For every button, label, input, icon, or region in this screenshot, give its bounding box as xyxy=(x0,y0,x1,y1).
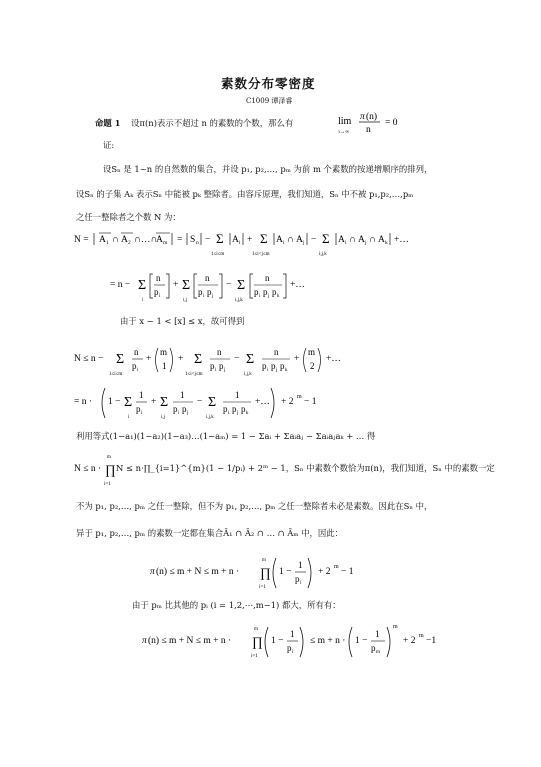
svg-text:1 −: 1 − xyxy=(271,636,284,646)
svg-text:p: p xyxy=(198,287,203,297)
svg-text:+: + xyxy=(178,354,184,364)
svg-text:Σ: Σ xyxy=(160,395,169,410)
svg-text:=: = xyxy=(177,235,183,245)
svg-text:lim: lim xyxy=(338,116,352,127)
svg-text:∩: ∩ xyxy=(112,235,119,245)
svg-text:p: p xyxy=(271,361,276,371)
svg-text:S: S xyxy=(190,235,196,245)
svg-text:+ 2: + 2 xyxy=(403,636,416,646)
svg-text:p: p xyxy=(132,361,137,371)
svg-text:− 1: − 1 xyxy=(341,567,354,577)
svg-text:p: p xyxy=(173,404,178,414)
svg-text:≤ m + n ·: ≤ m + n · xyxy=(310,636,346,646)
svg-text:p: p xyxy=(241,404,246,414)
svg-text:i: i xyxy=(228,411,230,416)
svg-text:p: p xyxy=(280,361,285,371)
svg-text:p: p xyxy=(262,361,267,371)
svg-text:i: i xyxy=(283,240,285,246)
svg-text:+…: +… xyxy=(326,354,341,364)
svg-text:1≤i≤m: 1≤i≤m xyxy=(109,372,123,377)
svg-text:A: A xyxy=(338,235,345,245)
svg-text:i: i xyxy=(345,240,347,246)
svg-text:m: m xyxy=(254,627,258,632)
svg-text:1: 1 xyxy=(139,390,144,400)
svg-text:1: 1 xyxy=(106,240,109,246)
paragraph-5: 利用等式(1−a₁)(1−a₂)(1−a₃)…(1−aₘ) = 1 − Σaᵢ + Σaᵢaⱼ − Σaᵢaⱼaₖ + … 得 xyxy=(76,431,376,441)
svg-text:i: i xyxy=(203,294,205,299)
svg-text:1: 1 xyxy=(290,629,295,639)
svg-text:∏: ∏ xyxy=(105,462,116,477)
svg-text:n: n xyxy=(265,273,270,283)
svg-text:π: π xyxy=(360,112,365,122)
svg-text:1: 1 xyxy=(298,560,303,570)
svg-text:∩: ∩ xyxy=(287,235,294,245)
svg-text:π: π xyxy=(142,636,147,646)
svg-text:m: m xyxy=(376,650,380,655)
svg-text:−: − xyxy=(226,280,232,290)
svg-text:A: A xyxy=(296,235,303,245)
svg-text:m: m xyxy=(160,347,168,357)
svg-text:1: 1 xyxy=(235,390,240,400)
svg-text:A: A xyxy=(358,235,365,245)
svg-text:1≤i<j≤m: 1≤i<j≤m xyxy=(252,252,270,257)
svg-text:i: i xyxy=(137,368,139,373)
equation-final-bound xyxy=(142,618,442,668)
svg-text:i,j: i,j xyxy=(161,415,166,420)
svg-text:m: m xyxy=(163,240,168,246)
svg-text:1: 1 xyxy=(180,390,185,400)
svg-text:1≤i<j≤m: 1≤i<j≤m xyxy=(185,372,203,377)
svg-text:−1: −1 xyxy=(426,636,437,646)
svg-text:+…: +… xyxy=(394,235,409,245)
svg-text:i=1: i=1 xyxy=(251,654,258,659)
svg-text:Σ: Σ xyxy=(322,231,330,246)
svg-text:∩…∩: ∩…∩ xyxy=(134,235,158,245)
svg-text:A: A xyxy=(378,235,385,245)
svg-text:= n ·: = n · xyxy=(74,397,93,407)
svg-text:i: i xyxy=(300,581,302,586)
svg-text:N =: N = xyxy=(74,235,89,245)
svg-text:i: i xyxy=(141,411,143,416)
svg-text:p: p xyxy=(207,287,212,297)
svg-text:k: k xyxy=(277,294,280,299)
svg-text:i: i xyxy=(142,298,144,303)
svg-text:∩: ∩ xyxy=(349,235,356,245)
svg-text:Σ: Σ xyxy=(260,231,268,246)
svg-text:i,j,k: i,j,k xyxy=(244,372,252,377)
svg-text:p: p xyxy=(263,287,268,297)
svg-text:+ 2: + 2 xyxy=(318,567,331,577)
svg-text:i=1: i=1 xyxy=(104,482,111,487)
svg-text:(n) ≤ m + N ≤ m + n ·: (n) ≤ m + N ≤ m + n · xyxy=(156,567,240,577)
svg-text:p: p xyxy=(219,361,224,371)
svg-text:p: p xyxy=(287,643,292,653)
equation-upper-bound xyxy=(74,340,394,384)
svg-text:+: + xyxy=(146,354,152,364)
svg-text:i: i xyxy=(239,240,241,246)
svg-text:j: j xyxy=(187,411,189,416)
svg-text:n: n xyxy=(134,347,139,357)
svg-text:i: i xyxy=(259,294,261,299)
svg-text:m: m xyxy=(107,455,111,460)
proposition-formula xyxy=(338,108,428,138)
svg-text:1≤i≤m: 1≤i≤m xyxy=(211,252,225,257)
svg-text:n: n xyxy=(205,273,210,283)
svg-text:j: j xyxy=(212,294,214,299)
proposition xyxy=(95,118,293,128)
svg-text:n: n xyxy=(217,347,222,357)
svg-text:j: j xyxy=(365,240,367,246)
svg-text:k: k xyxy=(246,411,249,416)
svg-text:i,j: i,j xyxy=(183,298,188,303)
proposition-text: 设π(n)表示不超过 n 的素数的个数，那么有 xyxy=(131,118,294,128)
svg-text:1 −: 1 − xyxy=(108,397,121,407)
svg-text:m: m xyxy=(297,394,302,400)
svg-text:2: 2 xyxy=(310,361,315,371)
svg-text:p: p xyxy=(210,361,215,371)
equation-pi-bound xyxy=(150,552,390,596)
svg-text:p: p xyxy=(136,404,141,414)
svg-text:2: 2 xyxy=(128,240,131,246)
svg-text:j: j xyxy=(268,294,270,299)
equation-factored xyxy=(74,382,394,428)
svg-text:−: − xyxy=(311,235,317,245)
paragraph-1: 设Sₙ 是 1~n 的自然数的集合，并设 p₁, p₂,…, pₘ 为前 m 个素数的按递增顺序的排列， xyxy=(103,164,433,174)
equation-floor-sum xyxy=(110,266,350,310)
svg-text:n: n xyxy=(196,240,199,246)
svg-text:i: i xyxy=(215,368,217,373)
svg-text:A: A xyxy=(232,235,239,245)
svg-text:1 −: 1 − xyxy=(355,636,368,646)
svg-text:A: A xyxy=(121,235,128,245)
svg-text:i,j,k: i,j,k xyxy=(206,415,214,420)
svg-text:+: + xyxy=(151,397,157,407)
svg-text:j: j xyxy=(224,368,226,373)
svg-text:Σ: Σ xyxy=(246,352,255,367)
paragraph-3: 之任一整除者之个数 N 为： xyxy=(76,212,181,222)
svg-text:p: p xyxy=(223,404,228,414)
svg-text:= 0: = 0 xyxy=(385,118,398,128)
paragraph-2: 设Sₙ 的子集 Aₖ 表示Sₙ 中能被 pₖ 整除者。由容斥原理，我们知道，Sₙ 中不被 p₁,p₂,…,pₘ xyxy=(76,189,414,199)
svg-text:i: i xyxy=(128,415,130,420)
svg-text:Σ: Σ xyxy=(124,395,133,410)
paragraph-9: 由于 pₘ 比其他的 pᵢ (i = 1,2,⋯,m−1) 都大，所有有： xyxy=(132,600,341,610)
proposition-label: 命题 1 xyxy=(95,118,121,128)
svg-text:= n −: = n − xyxy=(110,280,131,290)
svg-text:m: m xyxy=(419,633,424,639)
svg-text:A: A xyxy=(276,235,283,245)
svg-text:N ≤ n −: N ≤ n − xyxy=(74,354,104,364)
svg-text:+ 2: + 2 xyxy=(281,397,294,407)
svg-text:+…: +… xyxy=(255,397,270,407)
svg-text:i,j,k: i,j,k xyxy=(319,252,327,257)
svg-text:j: j xyxy=(237,411,239,416)
svg-text:1 −: 1 − xyxy=(279,567,292,577)
svg-text:+: + xyxy=(294,354,300,364)
paragraph-6: N ≤ n·∏_{i=1}^{m}(1 − 1/pᵢ) + 2ᵐ − 1，Sₙ 中素数个数恰为π(n)，我们知道，Sₙ 中的素数一定 xyxy=(116,463,495,473)
svg-text:p: p xyxy=(272,287,277,297)
svg-text:i=1: i=1 xyxy=(259,585,266,590)
svg-text:m: m xyxy=(308,347,316,357)
document-author: C1009 谭泽睿 xyxy=(246,97,293,105)
paragraph-8: 异于 p₁, p₂,…, pₘ 的素数一定都在集合Ā₁ ∩ Ā₂ ∩ … ∩ Āₘ 中，因此： xyxy=(76,528,344,538)
proof-label: 证: xyxy=(103,140,115,150)
svg-text:j: j xyxy=(303,240,305,246)
svg-text:k: k xyxy=(385,240,388,246)
svg-text:n: n xyxy=(156,273,161,283)
svg-text:N ≤ n ·: N ≤ n · xyxy=(74,464,102,474)
svg-text:A: A xyxy=(156,235,163,245)
svg-text:m: m xyxy=(262,558,266,563)
svg-text:Σ: Σ xyxy=(216,231,224,246)
svg-text:p: p xyxy=(295,574,300,584)
paragraph-7: 不为 p₁, p₂,…, pₘ 之任一整除，但不为 p₁, p₂,…, pₘ 之任一整除者未必是素数。因此在Sₙ 中， xyxy=(76,501,433,511)
svg-text:m: m xyxy=(393,624,398,630)
svg-text:1: 1 xyxy=(375,629,380,639)
svg-text:−: − xyxy=(205,235,211,245)
svg-text:A: A xyxy=(99,235,106,245)
svg-text:p: p xyxy=(154,287,159,297)
svg-text:n: n xyxy=(274,347,279,357)
svg-text:∏: ∏ xyxy=(252,634,263,649)
svg-text:+: + xyxy=(247,235,253,245)
svg-text:n: n xyxy=(366,125,371,135)
svg-text:+: + xyxy=(173,280,179,290)
svg-text:p: p xyxy=(371,643,376,653)
svg-text:i: i xyxy=(159,294,161,299)
svg-text:− 1: − 1 xyxy=(304,397,317,407)
svg-text:j: j xyxy=(276,368,278,373)
equation-inclusion-exclusion xyxy=(74,228,474,262)
svg-text:+…: +… xyxy=(290,280,305,290)
svg-text:Σ: Σ xyxy=(237,278,246,293)
svg-text:Σ: Σ xyxy=(194,352,203,367)
svg-text:Σ: Σ xyxy=(182,278,191,293)
svg-text:(n): (n) xyxy=(366,112,378,122)
svg-text:k: k xyxy=(285,368,288,373)
svg-text:(n) ≤ m + N ≤ m + n ·: (n) ≤ m + N ≤ m + n · xyxy=(148,636,232,646)
svg-text:−: − xyxy=(234,354,240,364)
svg-text:i: i xyxy=(267,368,269,373)
svg-text:π: π xyxy=(150,567,155,577)
svg-text:i: i xyxy=(178,411,180,416)
svg-text:Σ: Σ xyxy=(138,278,147,293)
svg-text:1: 1 xyxy=(162,361,167,371)
svg-text:i: i xyxy=(292,650,294,655)
svg-text:∩: ∩ xyxy=(369,235,376,245)
svg-text:Σ: Σ xyxy=(116,352,125,367)
svg-text:p: p xyxy=(232,404,237,414)
svg-text:m: m xyxy=(334,564,339,570)
svg-text:Σ: Σ xyxy=(208,395,217,410)
svg-text:−: − xyxy=(197,397,203,407)
svg-text:i,j,k: i,j,k xyxy=(235,298,243,303)
svg-text:p: p xyxy=(254,287,259,297)
document-title: 素数分布零密度 xyxy=(221,76,316,91)
svg-text:p: p xyxy=(182,404,187,414)
svg-text:∏: ∏ xyxy=(260,565,271,580)
paragraph-4: 由于 x − 1 < [x] ≤ x，故可得到 xyxy=(120,316,245,326)
svg-text:n→∞: n→∞ xyxy=(338,129,350,135)
